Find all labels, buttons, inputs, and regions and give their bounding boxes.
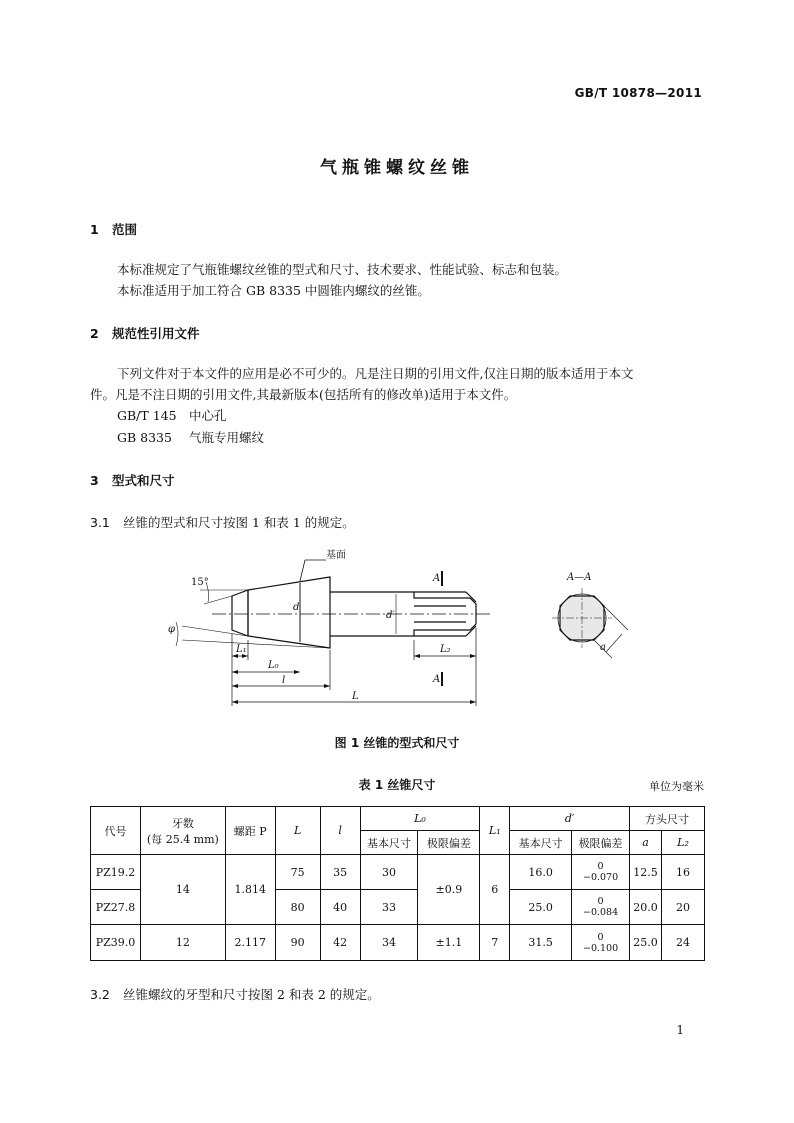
label-L: L (352, 691, 359, 702)
clause-text: 丝锥的型式和尺寸按图 1 和表 1 的规定。 (123, 515, 355, 530)
cell-L0: 30 (360, 855, 418, 890)
header-l: l (320, 807, 360, 855)
tap-taper-body (248, 577, 330, 648)
tol-upper: 0 (597, 931, 604, 943)
tol-lower: −0.070 (582, 872, 619, 883)
cell-L2: 16 (662, 855, 705, 890)
label-L1: L₁ (236, 644, 247, 655)
section-number: 2 (90, 326, 99, 341)
cell-d-tol (572, 855, 630, 890)
header-L0: L₀ (360, 807, 480, 831)
label-L2: L₂ (440, 644, 451, 655)
clause-3-2 (90, 985, 380, 1003)
header-a: a (630, 831, 662, 855)
label-phi: φ (168, 624, 176, 635)
clause-number: 3.2 (90, 987, 110, 1002)
tol-upper: 0 (597, 896, 604, 907)
tol-lower: −0.100 (582, 942, 619, 954)
label-A-top: A (433, 573, 441, 584)
cell-pitch: 2.117 (225, 925, 275, 961)
table-row (91, 855, 705, 890)
cell-a: 25.0 (630, 925, 662, 961)
header-teeth-label: 牙数 (171, 816, 194, 830)
cell-L0-tol: ±0.9 (418, 855, 480, 925)
cell-d-tol (572, 925, 630, 961)
table-row (91, 925, 705, 961)
clause-number: 3.1 (90, 515, 110, 530)
section-view (552, 588, 628, 658)
page-number: 1 (676, 1023, 684, 1037)
tap-chamfer (232, 590, 248, 636)
tol-lower: −0.084 (582, 907, 619, 918)
cell-L0-tol: ±1.1 (418, 925, 480, 961)
cell-l: 42 (320, 925, 360, 961)
reference-code: GB 8335 (117, 430, 172, 445)
cell-L: 90 (275, 925, 320, 961)
page-title: 气瓶锥螺纹丝锥 (320, 158, 474, 178)
header-pitch: 螺距 P (225, 807, 275, 855)
reference-item (117, 406, 227, 424)
label-l: l (282, 675, 286, 686)
cell-L1: 7 (480, 925, 510, 961)
header-dprime: d′ (510, 807, 630, 831)
cell-l: 35 (320, 855, 360, 890)
header-teeth (140, 807, 225, 855)
cell-code: PZ27.8 (91, 890, 141, 925)
label-A-bottom: A (433, 674, 441, 685)
header-basic: 基本尺寸 (360, 831, 418, 855)
cell-L1: 6 (480, 855, 510, 925)
reference-item (117, 428, 264, 446)
cell-teeth: 12 (140, 925, 225, 961)
section-title: 规范性引用文件 (112, 326, 200, 341)
label-section: A—A (567, 572, 592, 583)
cell-code: PZ39.0 (91, 925, 141, 961)
cell-L: 75 (275, 855, 320, 890)
standard-number: GB/T 10878—2011 (574, 86, 702, 100)
header-L2: L₂ (662, 831, 705, 855)
section-1-heading (90, 220, 137, 238)
section-2-heading (90, 324, 200, 342)
figure-caption: 图 1 丝锥的型式和尺寸 (334, 736, 460, 750)
label-base: 基面 (326, 550, 346, 561)
reference-code: GB/T 145 (117, 408, 177, 423)
cell-d-tol (572, 890, 630, 925)
cell-d: 16.0 (510, 855, 572, 890)
header-limit2: 极限偏差 (572, 831, 630, 855)
label-L0: L₀ (268, 660, 279, 671)
label-dprime: d′ (386, 610, 395, 621)
cell-a: 12.5 (630, 855, 662, 890)
table-caption: 表 1 丝锥尺寸 (358, 778, 436, 792)
cell-a: 20.0 (630, 890, 662, 925)
section-title: 范围 (112, 222, 138, 237)
paragraph-line: 件。凡是不注日期的引用文件,其最新版本(包括所有的修改单)适用于本文件。 (90, 387, 517, 402)
cell-L0: 33 (360, 890, 418, 925)
label-a: a (600, 642, 606, 653)
cell-code: PZ19.2 (91, 855, 141, 890)
cell-L0: 34 (360, 925, 418, 961)
header-limit: 极限偏差 (418, 831, 480, 855)
header-L: L (275, 807, 320, 855)
cell-teeth: 14 (140, 855, 225, 925)
paragraph: 本标准规定了气瓶锥螺纹丝锥的型式和尺寸、技术要求、性能试验、标志和包装。 (117, 262, 568, 277)
table-unit: 单位为毫米 (649, 780, 704, 793)
section-1-body (90, 259, 705, 301)
cell-L: 80 (275, 890, 320, 925)
cell-L2: 20 (662, 890, 705, 925)
cell-d: 31.5 (510, 925, 572, 961)
dimensions-table (90, 806, 705, 961)
section-title: 型式和尺寸 (112, 473, 175, 488)
label-angle: 15° (191, 577, 209, 588)
section-2-body (90, 363, 705, 405)
header-L1: L₁ (480, 807, 510, 855)
tap-drawing (0, 540, 794, 720)
header-square: 方头尺寸 (630, 807, 705, 831)
cell-pitch: 1.814 (225, 855, 275, 925)
cell-L2: 24 (662, 925, 705, 961)
cell-d: 25.0 (510, 890, 572, 925)
section-number: 1 (90, 222, 99, 237)
reference-name: 中心孔 (189, 408, 227, 423)
tol-upper: 0 (597, 861, 604, 872)
paragraph: 本标准适用于加工符合 GB 8335 中圆锥内螺纹的丝锥。 (117, 283, 430, 298)
header-basic2: 基本尺寸 (510, 831, 572, 855)
header-code: 代号 (91, 807, 141, 855)
cell-l: 40 (320, 890, 360, 925)
clause-text: 丝锥螺纹的牙型和尺寸按图 2 和表 2 的规定。 (123, 987, 380, 1002)
label-d: d (293, 602, 300, 613)
header-teeth-sub: (每 25.4 mm) (146, 832, 219, 846)
paragraph-line: 下列文件对于本文件的应用是必不可少的。凡是注日期的引用文件,仅注日期的版本适用于本文 (117, 366, 634, 381)
section-number: 3 (90, 473, 99, 488)
clause-3-1 (90, 513, 355, 531)
reference-name: 气瓶专用螺纹 (189, 430, 265, 445)
section-3-heading (90, 471, 175, 489)
